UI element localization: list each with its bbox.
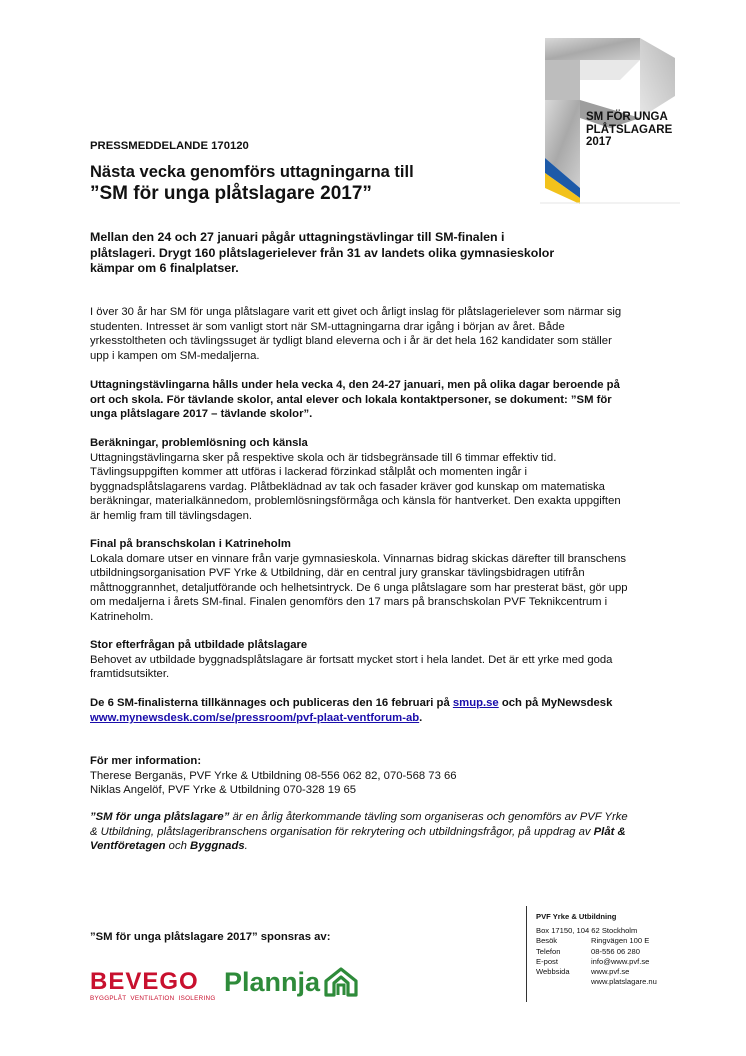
intro-paragraph: I över 30 år har SM för unga plåtslagare varit ett givet och årligt inslag för plåtslagerielever som närmar sig studenten. Intresset är som vanligt stort när SM-uttagningarna drar igång i början av året. Både yrkesstoltheten och tävlingssuget är tydligt bland eleverna och i år är det hela 162 kandidater som ställer upp i kampen om SM-medaljerna. bbox=[90, 306, 622, 362]
lead-paragraph: Mellan den 24 och 27 januari pågår uttagningstävlingar till SM-finalen i plåtslageri. Drygt 160 plåtslagerielever från 31 av landets olika gymnasieskolor kämpar om 6 finalplatser. bbox=[90, 230, 555, 275]
about-and: och bbox=[165, 840, 191, 853]
contact-person-2: Niklas Angelöf, PVF Yrke & Utbildning 070-328 19 65 bbox=[90, 784, 357, 797]
section-heading: Final på branschskolan i Katrineholm bbox=[90, 538, 291, 550]
footer-org-name: PVF Yrke & Utbildning bbox=[536, 912, 617, 921]
contact-person-1: Therese Berganäs, PVF Yrke & Utbildning 08-556 062 82, 070-568 73 66 bbox=[90, 769, 457, 782]
mynewsdesk-link[interactable]: www.mynewsdesk.com/se/pressroom/pvf-plaat-ventforum-ab bbox=[90, 711, 420, 724]
footer-address: Box 17150, 104 62 Stockholm bbox=[536, 926, 638, 936]
about-competition-name: ”SM för unga plåtslagare” bbox=[90, 811, 230, 823]
section-text: Behovet av utbildade byggnadsplåtslagare är fortsatt mycket stort i hela landet. Det är ett yrke med goda framtidsutsikter. bbox=[90, 653, 613, 681]
more-info-heading: För mer information: bbox=[90, 755, 202, 767]
more-info bbox=[90, 754, 630, 798]
section-demand bbox=[90, 638, 630, 682]
page-title bbox=[90, 162, 414, 205]
footer-row bbox=[536, 967, 736, 977]
about-text: är en årlig återkommande tävling som organiseras och genomförs av PVF Yrke & Utbildning, plåtslageribranschens organisation för rekrytering och utbildningsfrågor, på uppdrag av bbox=[90, 811, 628, 838]
about-paragraph bbox=[90, 810, 630, 854]
title-line-2: ”SM för unga plåtslagare 2017” bbox=[90, 183, 372, 204]
bevego-wordmark: BEVEGO bbox=[90, 968, 199, 995]
sm-logo bbox=[540, 38, 680, 204]
footer-value: Ringvägen 100 E bbox=[591, 936, 650, 946]
logo-text bbox=[586, 111, 672, 149]
press-label: PRESSMEDDELANDE 170120 bbox=[90, 140, 249, 152]
sponsors-label: ”SM för unga plåtslagare 2017” sponsras av: bbox=[90, 931, 331, 943]
section-final bbox=[90, 537, 630, 625]
about-org-1: Plåt & Ventföretagen bbox=[90, 825, 626, 853]
footer-label: E-post bbox=[536, 956, 558, 966]
footer-row bbox=[536, 936, 736, 946]
footer-row bbox=[536, 957, 736, 967]
logo-line-2: PLÅTSLAGARE bbox=[586, 123, 673, 136]
announce-mid: och på MyNewsdesk bbox=[498, 697, 613, 709]
logo-line-3: 2017 bbox=[586, 136, 612, 148]
section-text: Uttagningstävlingarna sker på respektive skola och är tidsbegränsade till 6 timmar effektiv tid. Tävlingsuppgiften kommer att utföras i lackerad förzinkad stålplåt och momenten ingår i byggnadsplåtslagarens vardag. Plåtbeklädnad av tak och fasader kräver god kunskap om matematiska beräkningar, materialkännedom, problemlösningsförmåga och känsla för hantverket. Den exakta uppgiften är hemlig fram till tävlingsdagen. bbox=[90, 451, 621, 522]
footer-website-1[interactable]: www.pvf.se bbox=[591, 967, 630, 977]
footer-label: Webbsida bbox=[536, 967, 570, 977]
plannja-wordmark: Plannja bbox=[224, 967, 321, 997]
footer-email[interactable]: info@www.pvf.se bbox=[591, 956, 650, 966]
footer-label: Telefon bbox=[536, 946, 561, 956]
plannja-logo bbox=[224, 967, 358, 997]
bevego-logo bbox=[90, 970, 216, 1003]
bevego-tagline: BYGGPLÅT VENTILATION ISOLERING bbox=[90, 995, 216, 1002]
section-heading: Beräkningar, problemlösning och känsla bbox=[90, 437, 308, 449]
footer-label: Besök bbox=[536, 936, 558, 946]
about-end: . bbox=[244, 840, 248, 853]
house-icon bbox=[324, 967, 358, 997]
footer-divider bbox=[526, 906, 527, 1002]
logo-line-1: SM FÖR UNGA bbox=[586, 111, 668, 123]
footer-row bbox=[536, 977, 736, 987]
section-heading: Stor efterfrågan på utbildade plåtslagare bbox=[90, 639, 308, 651]
footer-row bbox=[536, 947, 736, 957]
footer-value: 08-556 06 280 bbox=[591, 946, 640, 956]
smup-link[interactable]: smup.se bbox=[452, 697, 499, 709]
footer-contact bbox=[536, 912, 736, 987]
about-org-2: Byggnads bbox=[190, 840, 245, 853]
footer-website-2[interactable]: www.platslagare.nu bbox=[591, 977, 657, 987]
announcement bbox=[90, 696, 630, 725]
announce-pre: De 6 SM-finalisterna tillkännages och publiceras den 16 februari på bbox=[90, 697, 453, 709]
title-line-1: Nästa vecka genomförs uttagningarna till bbox=[90, 163, 414, 181]
section-text: Lokala domare utser en vinnare från varje gymnasieskola. Vinnarnas bidrag skickas därefter till branschens utbildningsorganisation PVF Yrke & Utbildning, där en central jury granskar tävlingsbidragen utifrån måttnoggrannhet, detaljutförande och helhetsintryck. De 6 unga plåtslagare som har presterat bäst, gör upp om medaljerna i årets SM-final. Finalen genomförs den 17 mars på branschskolan PVF Teknikcentrum i Katrineholm. bbox=[90, 552, 628, 623]
section-calculations bbox=[90, 436, 630, 524]
schedule-paragraph: Uttagningstävlingarna hålls under hela vecka 4, den 24-27 januari, men på olika dagar beroende på ort och skola. För tävlande skolor, antal elever och lokala kontaktpersoner, se dokument: ”SM för unga plåtslagare 2017 – tävlande skolor”. bbox=[90, 379, 620, 421]
announce-post: . bbox=[419, 711, 423, 724]
